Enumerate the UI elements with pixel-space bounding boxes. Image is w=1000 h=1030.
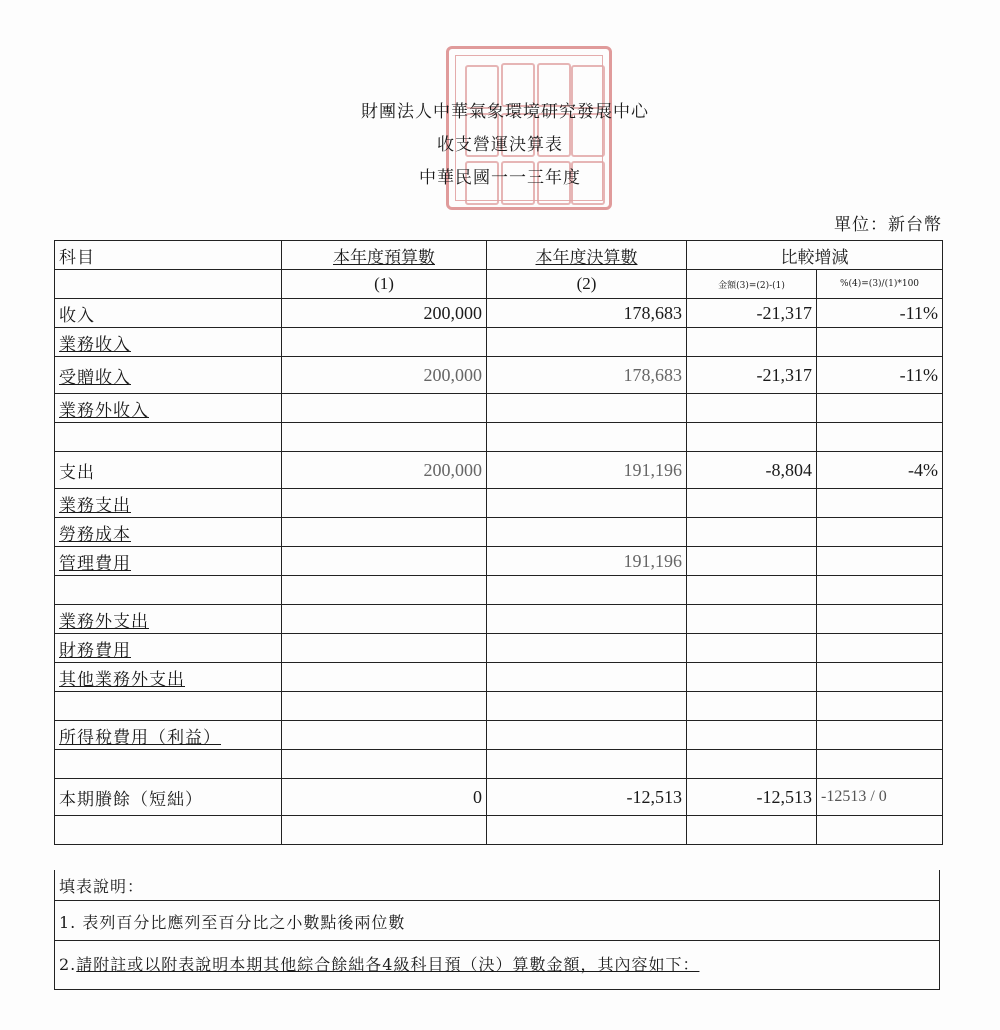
table-row (55, 634, 943, 663)
actual-cell (487, 328, 687, 357)
table-row (55, 692, 943, 721)
note-item-1: 1. 表列百分比應列至百分比之小數點後兩位數 (59, 913, 406, 932)
row-label: 收入 (55, 299, 282, 328)
actual-cell (487, 750, 687, 779)
table-row (55, 721, 943, 750)
budget-cell (282, 576, 487, 605)
table-row (55, 394, 943, 423)
budget-cell (282, 518, 487, 547)
difference-cell (687, 721, 817, 750)
budget-cell (282, 328, 487, 357)
actual-cell: 178,683 (487, 357, 687, 394)
difference-cell: -12,513 (687, 779, 817, 816)
difference-cell (687, 576, 817, 605)
difference-cell (687, 634, 817, 663)
currency-unit: 單位：新台幣 (834, 215, 942, 235)
table-row (55, 299, 943, 328)
budget-cell (282, 634, 487, 663)
table-row (55, 605, 943, 634)
difference-cell: -21,317 (687, 357, 817, 394)
difference-cell (687, 547, 817, 576)
difference-cell (687, 816, 817, 845)
budget-cell (282, 721, 487, 750)
actual-column-number: (2) (487, 270, 687, 299)
table-row (55, 816, 943, 845)
percent-cell (817, 547, 943, 576)
percent-cell (817, 394, 943, 423)
actual-cell (487, 663, 687, 692)
amount-formula: 金額(3)=(2)-(1) (687, 270, 817, 299)
notes-divider (55, 900, 939, 901)
row-label (55, 328, 282, 357)
percent-cell (817, 328, 943, 357)
row-label (55, 576, 282, 605)
row-label: 支出 (55, 452, 282, 489)
note-item-2-text: 請附註或以附表說明本期其他綜合餘絀各4級科目預（決）算數金額，其內容如下： (76, 955, 700, 974)
percent-cell (817, 816, 943, 845)
table-row (55, 518, 943, 547)
percent-cell (817, 576, 943, 605)
budget-cell: 200,000 (282, 357, 487, 394)
percent-cell (817, 518, 943, 547)
budget-cell: 0 (282, 779, 487, 816)
header-row (55, 241, 943, 270)
row-label (55, 357, 282, 394)
difference-cell (687, 328, 817, 357)
financial-table (54, 240, 943, 845)
actual-cell: -12,513 (487, 779, 687, 816)
row-label (55, 518, 282, 547)
budget-cell (282, 394, 487, 423)
actual-cell (487, 489, 687, 518)
budget-cell (282, 692, 487, 721)
table-row (55, 663, 943, 692)
actual-cell (487, 518, 687, 547)
report-period: 中華民國一一三年度 (419, 168, 581, 188)
budget-header: 本年度預算數 (282, 241, 487, 270)
budget-column-number: (1) (282, 270, 487, 299)
difference-cell (687, 750, 817, 779)
difference-cell: -21,317 (687, 299, 817, 328)
table-row (55, 452, 943, 489)
actual-cell (487, 423, 687, 452)
difference-cell (687, 605, 817, 634)
table-row (55, 547, 943, 576)
percent-cell (817, 489, 943, 518)
notes-heading: 填表說明： (59, 877, 145, 896)
row-label (55, 605, 282, 634)
actual-cell (487, 692, 687, 721)
table-row (55, 357, 943, 394)
percent-cell: -11% (817, 299, 943, 328)
difference-cell (687, 663, 817, 692)
actual-header: 本年度決算數 (487, 241, 687, 270)
budget-cell (282, 816, 487, 845)
actual-cell (487, 816, 687, 845)
percent-cell (817, 605, 943, 634)
note-item-2-number: 2. (59, 955, 77, 974)
percent-cell (817, 423, 943, 452)
actual-cell (487, 605, 687, 634)
difference-cell (687, 423, 817, 452)
row-label (55, 547, 282, 576)
compare-header: 比較增減 (687, 241, 943, 270)
difference-cell (687, 518, 817, 547)
percent-cell (817, 634, 943, 663)
report-title: 收支營運決算表 (437, 135, 563, 155)
row-label-text: 業務外收入 (59, 400, 149, 421)
row-label-text: 受贈收入 (59, 367, 131, 388)
percent-cell (817, 663, 943, 692)
actual-cell: 191,196 (487, 547, 687, 576)
row-label: 本期賸餘（短絀） (55, 779, 282, 816)
row-label-text: 業務外支出 (59, 611, 149, 632)
row-label-text: 其他業務外支出 (59, 669, 185, 690)
table-row (55, 750, 943, 779)
item-header: 科目 (55, 241, 282, 270)
row-label-text: 業務支出 (59, 495, 131, 516)
row-label-text: 管理費用 (59, 553, 131, 574)
table-row (55, 576, 943, 605)
row-label-text: 財務費用 (59, 640, 131, 661)
budget-cell (282, 750, 487, 779)
organization-name: 財團法人中華氣象環境研究發展中心 (361, 102, 649, 122)
actual-cell: 178,683 (487, 299, 687, 328)
actual-cell (487, 721, 687, 750)
row-label (55, 634, 282, 663)
row-label (55, 721, 282, 750)
budget-cell: 200,000 (282, 299, 487, 328)
budget-cell: 200,000 (282, 452, 487, 489)
table-row (55, 328, 943, 357)
row-label (55, 423, 282, 452)
header-subrow (55, 270, 943, 299)
row-label-text: 勞務成本 (59, 524, 131, 545)
difference-cell (687, 394, 817, 423)
row-label (55, 394, 282, 423)
report-titles (0, 96, 1000, 195)
row-label (55, 816, 282, 845)
row-label-text: 所得稅費用（利益） (59, 727, 221, 748)
budget-cell (282, 663, 487, 692)
row-label (55, 663, 282, 692)
notes-divider (55, 940, 939, 941)
percent-cell (817, 721, 943, 750)
budget-cell (282, 489, 487, 518)
actual-cell (487, 394, 687, 423)
budget-cell (282, 423, 487, 452)
difference-cell (687, 692, 817, 721)
budget-cell (282, 547, 487, 576)
row-label (55, 692, 282, 721)
actual-cell (487, 576, 687, 605)
item-header-blank (55, 270, 282, 299)
table-row (55, 489, 943, 518)
table-row (55, 423, 943, 452)
actual-cell: 191,196 (487, 452, 687, 489)
notes-box (54, 870, 940, 990)
percent-cell: -12513 / 0 (817, 779, 943, 816)
row-label (55, 750, 282, 779)
note-item-2 (59, 952, 699, 975)
actual-cell (487, 634, 687, 663)
percent-formula: %(4)=(3)/(1)*100 (817, 270, 943, 299)
percent-cell: -11% (817, 357, 943, 394)
percent-cell (817, 692, 943, 721)
difference-cell: -8,804 (687, 452, 817, 489)
row-label (55, 489, 282, 518)
percent-cell: -4% (817, 452, 943, 489)
budget-cell (282, 605, 487, 634)
row-label-text: 業務收入 (59, 334, 131, 355)
percent-cell (817, 750, 943, 779)
table-row (55, 779, 943, 816)
difference-cell (687, 489, 817, 518)
